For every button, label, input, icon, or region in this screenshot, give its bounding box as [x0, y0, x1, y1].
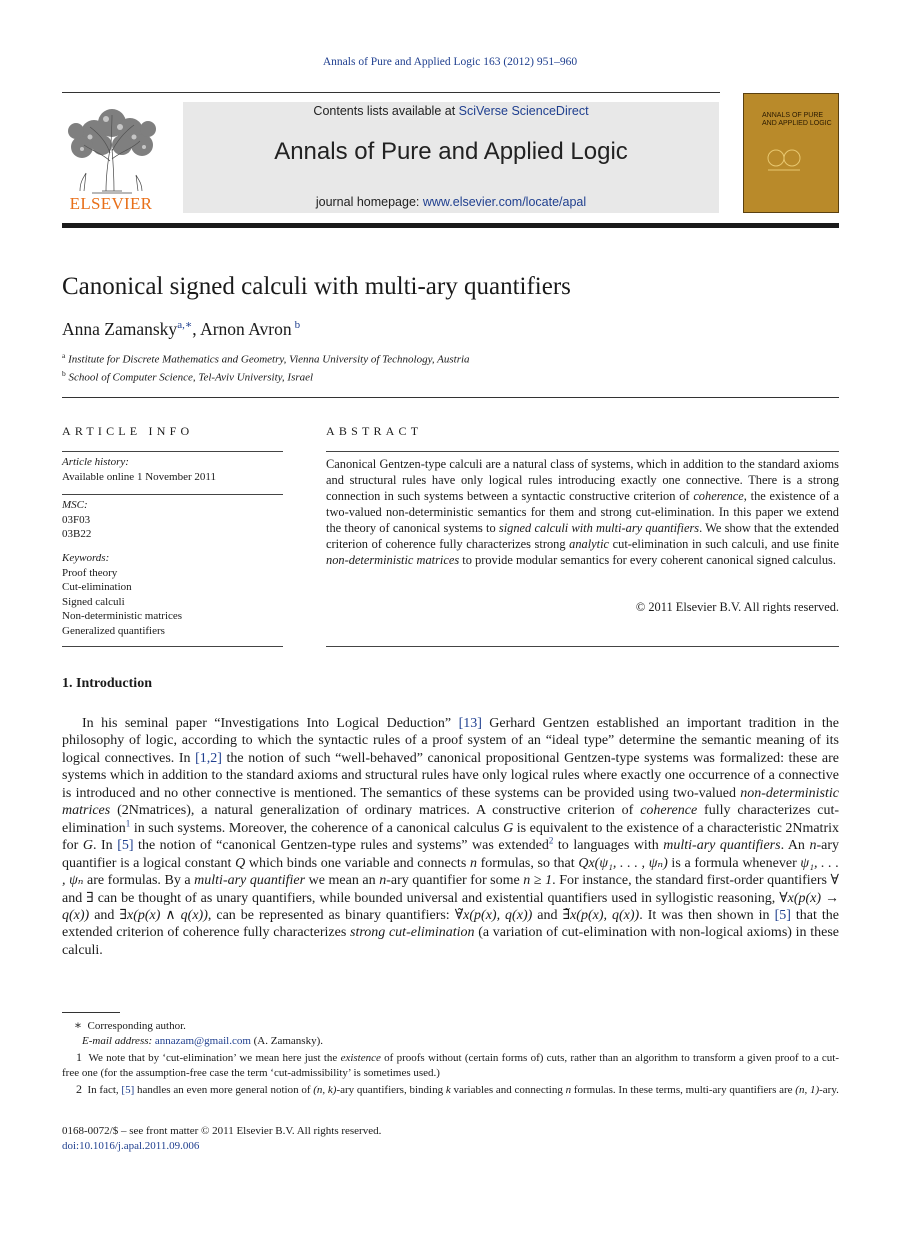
article-info-rule	[62, 646, 283, 647]
journal-cover-thumbnail[interactable]	[743, 93, 839, 213]
keyword: Proof theory	[62, 566, 118, 579]
author-separator: ,	[192, 318, 201, 339]
homepage-link[interactable]: www.elsevier.com/locate/apal	[422, 195, 587, 209]
msc-label: MSC:	[62, 499, 88, 511]
homepage-prefix: journal homepage:	[315, 195, 423, 209]
sciencedirect-link[interactable]: SciVerse ScienceDirect	[458, 104, 589, 118]
citation-link[interactable]: [5]	[774, 907, 791, 923]
journal-title: Annals of Pure and Applied Logic	[274, 138, 628, 165]
abstract-text: Canonical Gentzen-type calculi are a natural class of systems, which in addition to the standard axioms and structural rules have only logical rules introducing exactly one connective. There is a strong connection in such systems between a syntactic constructive criterion of coherence, the existence of a two-valued non-deterministic semantics for them and strong cut-elimination. In this paper we extend the theory of canonical systems to signed calculi with multi-ary quantifiers. We show that the extended criterion of coherence fully characterizes strong analytic cut-elimination in such calculi, and use finite non-deterministic matrices to provide modular semantics for every coherent canonical signed calculus.	[326, 457, 839, 567]
citation-link[interactable]: [5]	[117, 838, 134, 854]
abstract-heading: ABSTRACT	[326, 424, 423, 438]
article-history	[62, 455, 216, 484]
footnote-mark: ∗	[73, 1018, 82, 1032]
author-list	[62, 318, 300, 340]
section-rule	[62, 397, 839, 398]
footnote-corresponding-author: ∗ Corresponding author. E-mail address: annazam@gmail.com (A. Zamansky).	[62, 1018, 839, 1048]
abstract-rule	[326, 646, 839, 647]
cover-emblem-icon	[764, 144, 804, 174]
keyword: Signed calculi	[62, 595, 125, 608]
article-info-heading: ARTICLE INFO	[62, 424, 194, 438]
footnote-2: 2 In fact, [5] handles an even more general notion of (n, k)-ary quantifiers, binding k variables and connecting n formulas. In these terms, multi-ary quantifiers are (n, 1)-ary.	[62, 1082, 839, 1098]
cover-title: ANNALS OF PURE AND APPLIED LOGIC	[762, 112, 832, 127]
footnote-link[interactable]: 2	[548, 835, 554, 846]
journal-citation[interactable]: Annals of Pure and Applied Logic 163 (2012) 951–960	[322, 56, 578, 68]
keyword: Generalized quantifiers	[62, 624, 165, 637]
article-info-rule	[62, 451, 283, 452]
author-name: Anna Zamansky	[62, 318, 178, 339]
author-affiliation-mark[interactable]: b	[294, 319, 301, 331]
footnote-1: 1 We note that by ‘cut-elimination’ we mean here just the existence of proofs without (certain forms of) cuts, rather than an algorithm to transform a given proof to a cut-free one (for the assumption-free case the term ‘cut-admissibility’ is sometimes used.)	[62, 1050, 840, 1079]
footnote-rule	[62, 1012, 120, 1013]
affiliation-text: Institute for Discrete Mathematics and Geometry, Vienna University of Technology, Austria	[68, 353, 470, 366]
keyword: Cut-elimination	[62, 581, 132, 593]
keywords-block	[62, 551, 182, 638]
elsevier-wordmark: ELSEVIER	[69, 194, 153, 213]
article-info-rule	[62, 494, 283, 495]
msc-block	[62, 498, 91, 542]
journal-header-box	[183, 102, 719, 213]
msc-code: 03B22	[62, 528, 92, 540]
msc-code: 03F03	[62, 513, 91, 526]
footnote-mark: 1	[76, 1050, 82, 1064]
footnote-link[interactable]: 1	[125, 818, 131, 829]
contents-prefix: Contents lists available at	[313, 104, 459, 118]
citation-link[interactable]: [5]	[121, 1084, 135, 1096]
history-label: Article history:	[62, 456, 129, 468]
keyword: Non-deterministic matrices	[62, 610, 183, 622]
keywords-label: Keywords:	[62, 552, 110, 564]
email-link[interactable]: annazam@gmail.com	[154, 1034, 251, 1047]
homepage-line	[183, 195, 719, 209]
introduction-paragraph: In his seminal paper “Investigations Into Logical Deduction” [13] Gerhard Gentzen established an important tradition in the philosophy of logic, according to which the syntactic rules of a proof system of an “ideal type” determine the semantic meaning of its logical connectives. In [1,2] the notion of such “well-behaved” canonical propositional Gentzen-type systems was formalized: these are systems which in addition to the standard axioms and structural rules have only logical rules where exactly one occurrence of a connective is introduced and no other connective is mentioned. The semantics of these systems can be provided using two-valued non-deterministic matrices (2Nmatrices), a natural generalization of ordinary matrices. A constructive criterion of coherence fully characterizes cut-elimination$^1$ in such systems. Moreover, the coherence of a canonical calculus G is equivalent to the existence of a characteristic 2Nmatrix for G. In [5] the notion of “canonical Gentzen-type rules and systems” was extended$^2$ to languages with multi-ary quantifiers. An n-ary quantifier is a logical constant Q which binds one variable and connects n formulas, so that Qx(ψ₁, . . . , ψₙ) is a formula whenever ψ₁, . . . , ψₙ are formulas. By a multi-ary quantifier we mean an n-ary quantifier for some n ≥ 1. For instance, the standard first-order quantifiers ∀ and ∃ can be thought of as unary quantifiers, while bounded universal and existential quantifiers used in syllogistic reasoning, ∀x(p(x) → q(x)) and ∃x(p(x) ∧ q(x)), can be represented as binary quantifiers: ∀̃x(p(x), q(x)) and ∃̃x(p(x), q(x)). It was then shown in [5] that the extended criterion of coherence fully characterizes strong cut-elimination (a variation of cut-elimination with non-logical axioms) in these calculi.	[62, 716, 840, 958]
citation-link[interactable]: [1,2]	[195, 750, 222, 766]
affiliation-mark: b	[62, 369, 66, 378]
header-top-rule	[62, 92, 720, 93]
affiliation-mark: a	[62, 351, 66, 360]
affiliation-b	[62, 369, 313, 384]
paper-title: Canonical signed calculi with multi-ary quantifiers	[62, 273, 571, 300]
author-name: Arnon Avron	[200, 318, 292, 339]
copyright-notice: © 2011 Elsevier B.V. All rights reserved.	[635, 600, 839, 614]
doi-link[interactable]: doi:10.1016/j.apal.2011.09.006	[62, 1140, 200, 1152]
affiliation-text: School of Computer Science, Tel-Aviv University, Israel	[68, 371, 314, 384]
affiliation-a	[62, 351, 470, 366]
section-heading-introduction: 1. Introduction	[62, 676, 152, 691]
footnote-mark: 2	[76, 1082, 82, 1096]
history-value: Available online 1 November 2011	[62, 470, 216, 483]
contents-line	[183, 104, 719, 118]
author-affiliation-mark[interactable]: a,∗	[177, 319, 193, 331]
abstract-rule	[326, 451, 839, 452]
citation-link[interactable]: [13]	[458, 716, 482, 731]
header-thick-rule	[62, 223, 839, 228]
issn-line: 0168-0072/$ – see front matter © 2011 Elsevier B.V. All rights reserved.	[62, 1125, 382, 1137]
